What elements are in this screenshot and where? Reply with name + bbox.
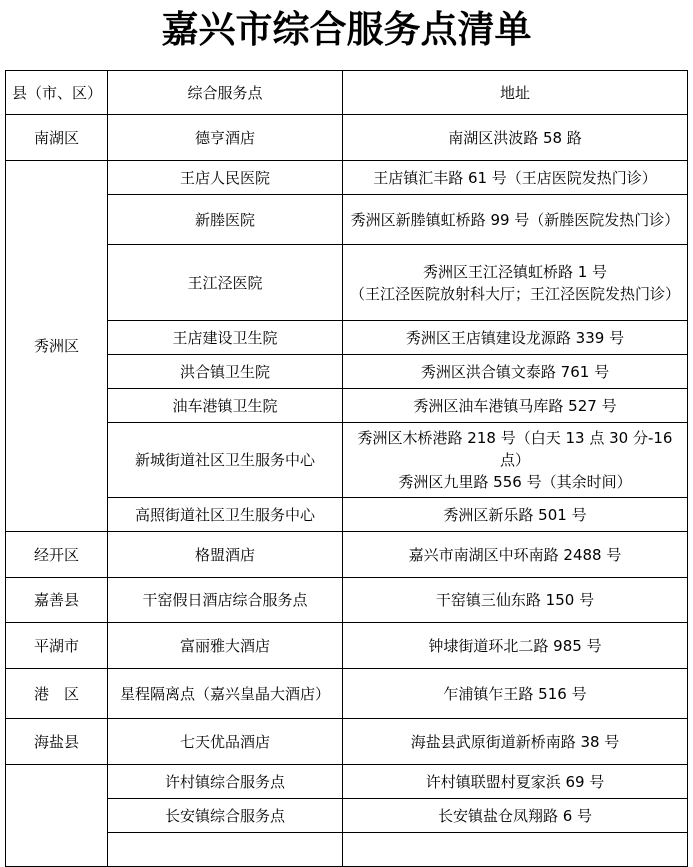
county-cell: 平湖市 xyxy=(6,623,108,669)
table-row xyxy=(6,833,688,867)
table-row xyxy=(6,195,688,245)
table-row xyxy=(6,498,688,532)
service-point-cell xyxy=(108,833,343,867)
address-cell xyxy=(343,765,688,799)
service-point-cell: 洪合镇卫生院 xyxy=(108,355,343,389)
address-line: 王店镇汇丰路 61 号（王店医院发热门诊） xyxy=(373,168,657,187)
address-cell xyxy=(343,799,688,833)
table-row xyxy=(6,799,688,833)
service-point-cell: 油车港镇卫生院 xyxy=(108,389,343,423)
table-row xyxy=(6,765,688,799)
table-row xyxy=(6,578,688,623)
address-line: 秀洲区新乐路 501 号 xyxy=(443,505,587,524)
service-point-cell: 高照街道社区卫生服务中心 xyxy=(108,498,343,532)
county-cell: 南湖区 xyxy=(6,115,108,161)
address-line: 秀洲区王店镇建设龙源路 339 号 xyxy=(405,328,625,347)
header-address: 地址 xyxy=(343,71,688,115)
county-cell: 嘉善县 xyxy=(6,578,108,623)
address-cell xyxy=(343,321,688,355)
address-cell xyxy=(343,355,688,389)
address-cell xyxy=(343,195,688,245)
address-cell xyxy=(343,161,688,195)
table-row xyxy=(6,161,688,195)
address-cell xyxy=(343,532,688,578)
address-cell xyxy=(343,245,688,321)
service-point-cell: 新塍医院 xyxy=(108,195,343,245)
address-line: 南湖区洪波路 58 路 xyxy=(448,128,582,147)
address-line: 秀洲区王江泾镇虹桥路 1 号 xyxy=(422,262,608,281)
table-header-row xyxy=(6,71,688,115)
table-row xyxy=(6,115,688,161)
service-point-cell: 王江泾医院 xyxy=(108,245,343,321)
address-cell xyxy=(343,423,688,498)
service-point-cell: 星程隔离点（嘉兴皇晶大酒店） xyxy=(108,669,343,719)
address-line: 长安镇盐仓凤翔路 6 号 xyxy=(437,806,593,825)
address-line: 嘉兴市南湖区中环南路 2488 号 xyxy=(408,545,622,564)
county-cell: 经开区 xyxy=(6,532,108,578)
service-point-cell: 德亨酒店 xyxy=(108,115,343,161)
address-line: 许村镇联盟村夏家浜 69 号 xyxy=(425,772,605,791)
service-point-cell: 王店建设卫生院 xyxy=(108,321,343,355)
address-cell xyxy=(343,669,688,719)
service-point-cell: 王店人民医院 xyxy=(108,161,343,195)
service-points-table xyxy=(5,70,688,867)
table-row xyxy=(6,389,688,423)
table-row xyxy=(6,719,688,765)
address-line: 秀洲区油车港镇马库路 527 号 xyxy=(413,396,617,415)
service-point-cell: 格盟酒店 xyxy=(108,532,343,578)
county-cell: 港 区 xyxy=(6,669,108,719)
table-row xyxy=(6,321,688,355)
address-line: 乍浦镇乍王路 516 号 xyxy=(443,684,587,703)
table-row xyxy=(6,355,688,389)
address-line: 秀洲区洪合镇文泰路 761 号 xyxy=(420,362,610,381)
address-line: 钟埭街道环北二路 985 号 xyxy=(428,636,602,655)
address-cell xyxy=(343,115,688,161)
address-cell xyxy=(343,498,688,532)
service-point-cell: 新城街道社区卫生服务中心 xyxy=(108,423,343,498)
address-line: 秀洲区九里路 556 号（其余时间） xyxy=(398,473,632,491)
service-point-cell: 富丽雅大酒店 xyxy=(108,623,343,669)
service-point-cell: 干窑假日酒店综合服务点 xyxy=(108,578,343,623)
county-cell: 海盐县 xyxy=(6,719,108,765)
address-line: 海盐县武原街道新桥南路 38 号 xyxy=(410,732,620,751)
address-cell xyxy=(343,719,688,765)
service-point-cell: 七天优品酒店 xyxy=(108,719,343,765)
address-cell xyxy=(343,623,688,669)
service-point-cell: 长安镇综合服务点 xyxy=(108,799,343,833)
address-line: 秀洲区木桥港路 218 号（白天 13 点 30 分-16 点） xyxy=(357,429,673,469)
table-row xyxy=(6,623,688,669)
county-cell xyxy=(6,765,108,867)
document-title: 嘉兴市综合服务点清单 xyxy=(161,7,532,51)
table-row xyxy=(6,245,688,321)
county-cell: 秀洲区 xyxy=(6,161,108,532)
address-line: （王江泾医院放射科大厅；王江泾医院发热门诊） xyxy=(349,284,680,303)
table-row xyxy=(6,532,688,578)
address-cell xyxy=(343,389,688,423)
table-row xyxy=(6,669,688,719)
header-service-point: 综合服务点 xyxy=(108,71,343,115)
address-line: 秀洲区新塍镇虹桥路 99 号（新塍医院发热门诊） xyxy=(350,210,680,229)
address-cell xyxy=(343,578,688,623)
service-point-cell: 许村镇综合服务点 xyxy=(108,765,343,799)
address-line: 干窑镇三仙东路 150 号 xyxy=(435,591,595,609)
table-row xyxy=(6,423,688,498)
header-county: 县（市、区） xyxy=(6,71,108,115)
address-cell xyxy=(343,833,688,867)
